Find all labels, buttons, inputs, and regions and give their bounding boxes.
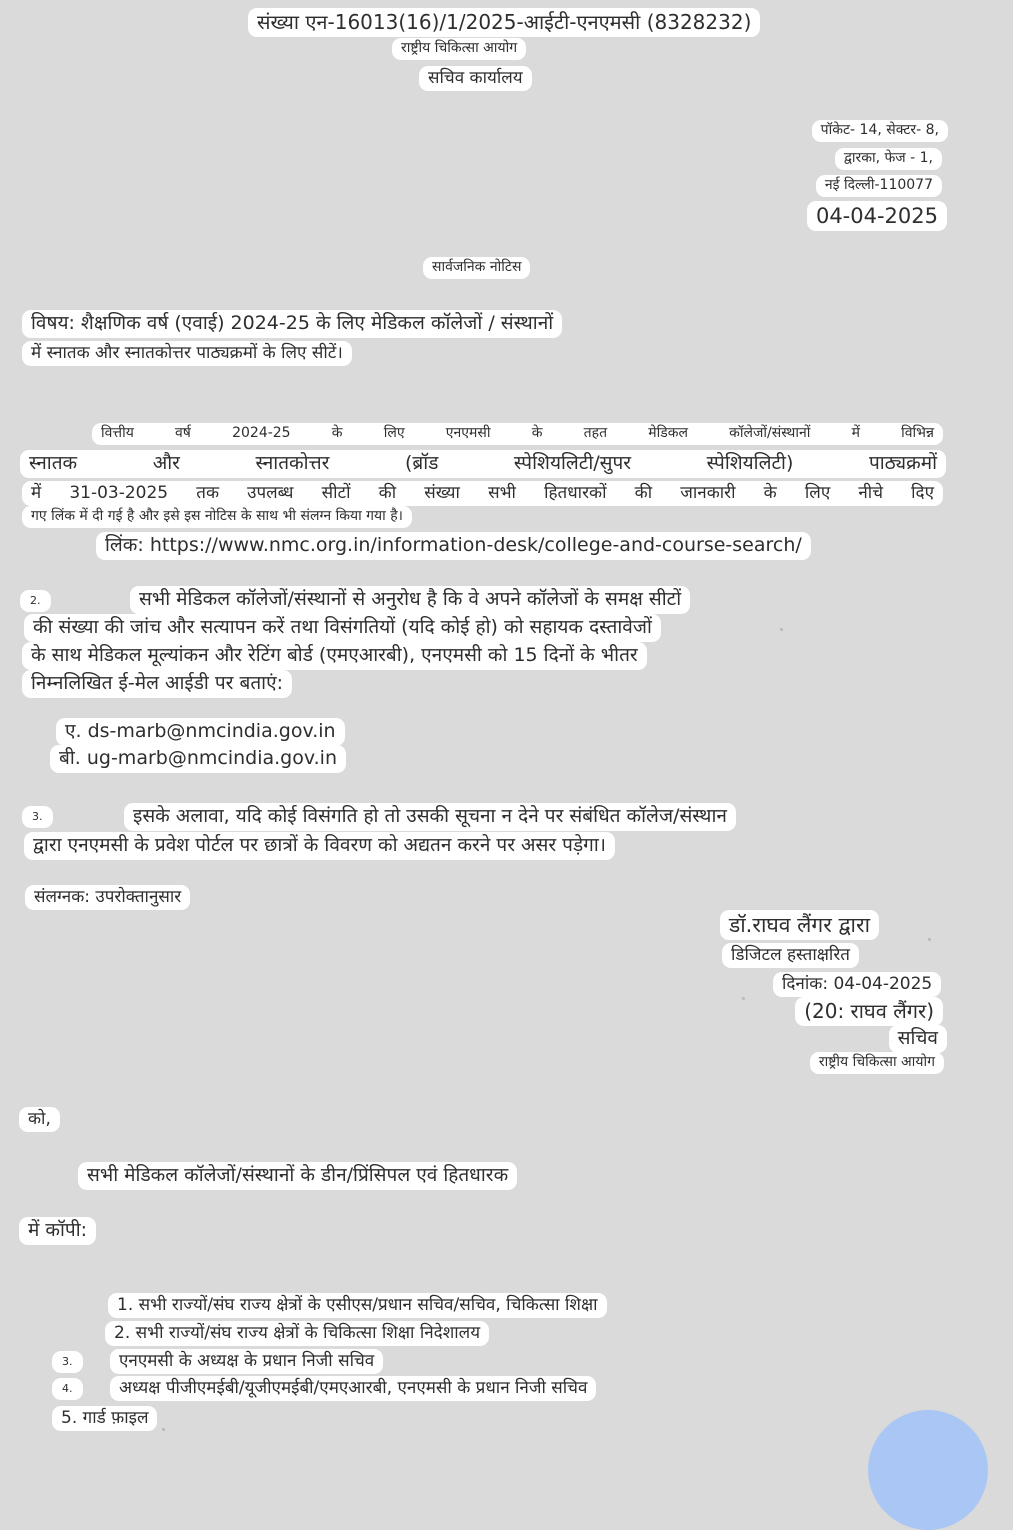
floating-action-circle[interactable] (868, 1410, 988, 1530)
copy-item-3-number: 3. (52, 1351, 83, 1373)
signatory-designation: सचिव (889, 1025, 947, 1053)
subject-line-2: में स्नातक और स्नातकोत्तर पाठ्यक्रमों के लिए सीटें। (22, 341, 352, 366)
copy-label: में कॉपी: (19, 1217, 96, 1245)
copy-item-4: अध्यक्ष पीजीएमईबी/यूजीएमईबी/एमएआरबी, एनएमसी के प्रधान निजी सचिव (110, 1376, 596, 1401)
para1-line-3: में 31-03-2025 तक उपलब्ध सीटों की संख्या सभी हितधारकों की जानकारी के लिए नीचे दिए (22, 481, 943, 506)
copy-item-4-number: 4. (52, 1378, 83, 1400)
scan-speck (928, 938, 931, 941)
signature-date: दिनांक: 04-04-2025 (773, 972, 941, 997)
para2-line-1: सभी मेडिकल कॉलेजों/संस्थानों से अनुरोध है कि वे अपने कॉलेजों के समक्ष सीटों (130, 586, 690, 614)
para2-line-2: की संख्या की जांच और सत्यापन करें तथा विसंगतियों (यदि कोई हो) को सहायक दस्तावेजों (24, 614, 661, 642)
signatory-name: (20: राघव लैंगर) (795, 997, 943, 1026)
address-line-2: द्वारका, फेज - 1, (835, 148, 942, 170)
digital-signature-label: डिजिटल हस्ताक्षरित (722, 943, 859, 968)
letter-date: 04-04-2025 (807, 201, 947, 231)
notice-title: सार्वजनिक नोटिस (423, 257, 530, 279)
para3-line-1: इसके अलावा, यदि कोई विसंगति हो तो उसकी सूचना न देने पर संबंधित कॉलेज/संस्थान (124, 803, 736, 831)
signatory-org: राष्ट्रीय चिकित्सा आयोग (810, 1052, 944, 1074)
to-label: को, (19, 1107, 60, 1132)
signed-by: डॉ.राघव लैंगर द्वारा (720, 910, 879, 940)
scan-speck (162, 1428, 165, 1431)
scan-speck (742, 997, 745, 1000)
header-org-name: राष्ट्रीय चिकित्सा आयोग (392, 38, 526, 60)
para2-line-4: निम्नलिखित ई-मेल आईडी पर बताएं: (22, 670, 292, 698)
reference-number: संख्या एन-16013(16)/1/2025-आईटी-एनएमसी (8328232) (248, 8, 760, 37)
scan-speck (780, 628, 783, 631)
para1-line-2: स्नातक और स्नातकोत्तर (ब्रॉड स्पेशियलिटी/सुपर स्पेशियलिटी) पाठ्यक्रमों (20, 450, 946, 478)
para2-line-3: के साथ मेडिकल मूल्यांकन और रेटिंग बोर्ड (एमएआरबी), एनएमसी को 15 दिनों के भीतर (22, 642, 647, 670)
address-line-1: पॉकेट- 14, सेक्टर- 8, (812, 120, 948, 142)
address-line-3: नई दिल्ली-110077 (816, 175, 942, 197)
copy-item-1: 1. सभी राज्यों/संघ राज्य क्षेत्रों के एसीएस/प्रधान सचिव/सचिव, चिकित्सा शिक्षा (108, 1293, 607, 1318)
copy-item-5: 5. गार्ड फ़ाइल (52, 1406, 157, 1431)
recipient: सभी मेडिकल कॉलेजों/संस्थानों के डीन/प्रिंसिपल एवं हितधारक (78, 1162, 517, 1190)
para1-line-4: गए लिंक में दी गई है और इसे इस नोटिस के साथ भी संलग्न किया गया है। (22, 506, 412, 528)
email-a[interactable]: ए. ds-marb@nmcindia.gov.in (56, 718, 345, 746)
header-office-name: सचिव कार्यालय (419, 66, 532, 91)
copy-item-2: 2. सभी राज्यों/संघ राज्य क्षेत्रों के चिकित्सा शिक्षा निदेशालय (105, 1321, 489, 1346)
para2-number: 2. (20, 590, 51, 612)
email-b[interactable]: बी. ug-marb@nmcindia.gov.in (50, 745, 346, 773)
para1-line-1: वित्तीय वर्ष 2024-25 के लिए एनएमसी के तहत मेडिकल कॉलेजों/संस्थानों में विभिन्न (92, 423, 943, 445)
enclosure-note: संलग्नक: उपरोक्तानुसार (25, 885, 190, 910)
copy-item-3: एनएमसी के अध्यक्ष के प्रधान निजी सचिव (110, 1349, 383, 1374)
course-search-link[interactable]: लिंक: https://www.nmc.org.in/information-desk/college-and-course-search/ (96, 532, 811, 560)
para3-number: 3. (22, 806, 53, 828)
subject-line-1: विषय: शैक्षणिक वर्ष (एवाई) 2024-25 के लिए मेडिकल कॉलेजों / संस्थानों (22, 310, 562, 338)
para3-line-2: द्वारा एनएमसी के प्रवेश पोर्टल पर छात्रों के विवरण को अद्यतन करने पर असर पड़ेगा। (24, 832, 615, 860)
